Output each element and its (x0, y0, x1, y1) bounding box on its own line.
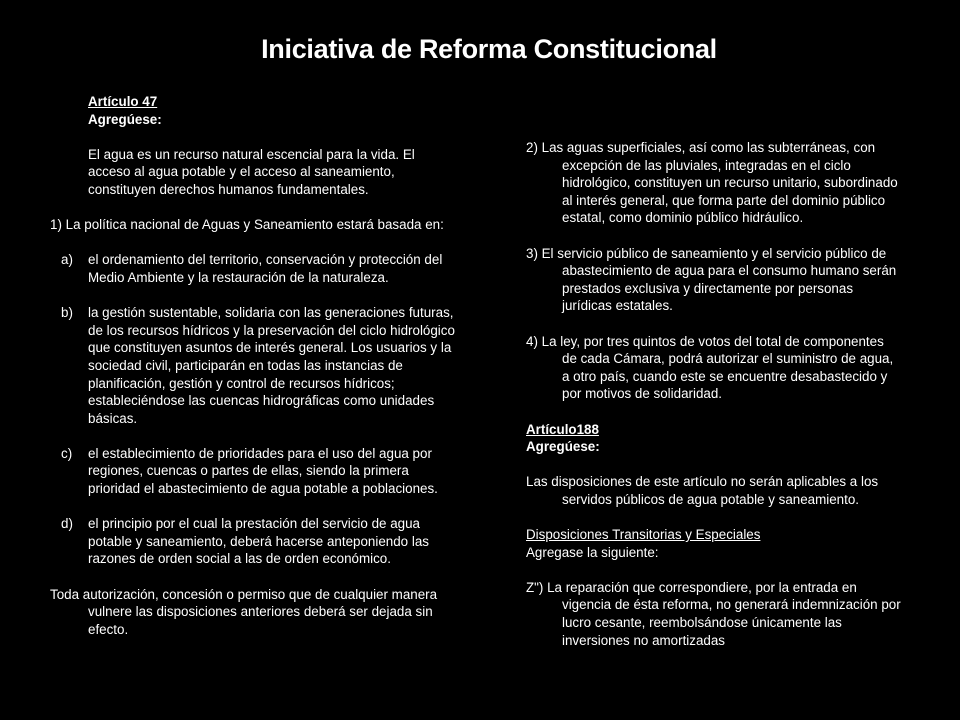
left-column (50, 93, 455, 638)
transitory-heading: Disposiciones Transitorias y Especiales (526, 527, 761, 543)
list-item-c (50, 445, 455, 498)
list-item-a (50, 251, 455, 286)
closing-paragraph: Toda autorización, concesión o permiso que de cualquier manera vulnere las disposiciones anteriores deberá ser dejada sin efecto. (50, 586, 438, 637)
item-label: b) (61, 305, 73, 321)
right-column (526, 139, 901, 649)
item-text: el ordenamiento del territorio, conservación y protección del Medio Ambiente y la restauración de la naturaleza. (88, 252, 443, 285)
list-item-b (50, 304, 455, 427)
article-47-intro: El agua es un recurso natural escencial para la vida. El acceso al agua potable y el acceso al saneamiento, constituyen derechos humanos fundamentales. (88, 146, 415, 197)
article-188-text: Las disposiciones de este artículo no serán aplicables a los servidos públicos de agua potable y saneamiento. (526, 474, 879, 507)
item-text: el principio por el cual la prestación del servicio de agua potable y saneamiento, deberá hacerse anteponiendo las razones de orden social a las de orden económico. (88, 516, 429, 567)
point-4-text: 4) La ley, por tres quintos de votos del total de componentes de cada Cámara, podrá autorizar el suministro de agua, a otro país, cuando este se encuentre desabastecido y por motivos de solidaridad. (526, 333, 894, 402)
article-47-heading: Artículo 47 (88, 94, 158, 109)
transitory-subheading: Agregase la siguiente: (526, 544, 659, 560)
transitory-z-text: Z") La reparación que correspondiere, por la entrada en vigencia de ésta reforma, no generará indemnización por lucro cesante, reembolsándose únicamente las inversiones no amortizadas (526, 579, 901, 648)
list-item-d (50, 515, 455, 568)
point-3-text: 3) El servicio público de saneamiento y el servicio público de abastecimiento de agua para el consumo humano serán prestados exclusiva y directamente por personas jurídicas estatales. (526, 245, 897, 314)
article-47-subheading: Agregúese: (88, 111, 162, 127)
article-188-subheading: Agregúese: (526, 439, 600, 455)
item-label: c) (61, 445, 73, 461)
page-title: Iniciativa de Reforma Constitucional (261, 34, 717, 64)
item-label: d) (61, 516, 73, 532)
item-text: el establecimiento de prioridades para el uso del agua por regiones, cuencas o partes de ellas, siendo la primera prioridad el abastecimiento de agua potable a poblaciones. (88, 445, 438, 497)
point-2-text: 2) Las aguas superficiales, así como las subterráneas, con excepción de las pluviales, integradas en el ciclo hidrológico, constituyen un recurso unitario, subordinado al interés general, que forma parte del dominio público estatal, como dominio público hidráulico. (526, 140, 898, 226)
point-1-text: 1) La política nacional de Aguas y Saneamiento estará basada en: (50, 217, 444, 233)
item-text: la gestión sustentable, solidaria con las generaciones futuras, de los recursos hídricos y la preservación del ciclo hidrológico que constituyen asuntos de interés general. Los usuarios y la sociedad civil, participarán en todas las instancias de planificación, gestión y control de recursos hídricos; estableciéndose las cuencas hidrográficas como unidades básicas. (88, 305, 455, 426)
article-188-heading: Artículo188 (526, 421, 599, 437)
item-label: a) (61, 252, 73, 268)
